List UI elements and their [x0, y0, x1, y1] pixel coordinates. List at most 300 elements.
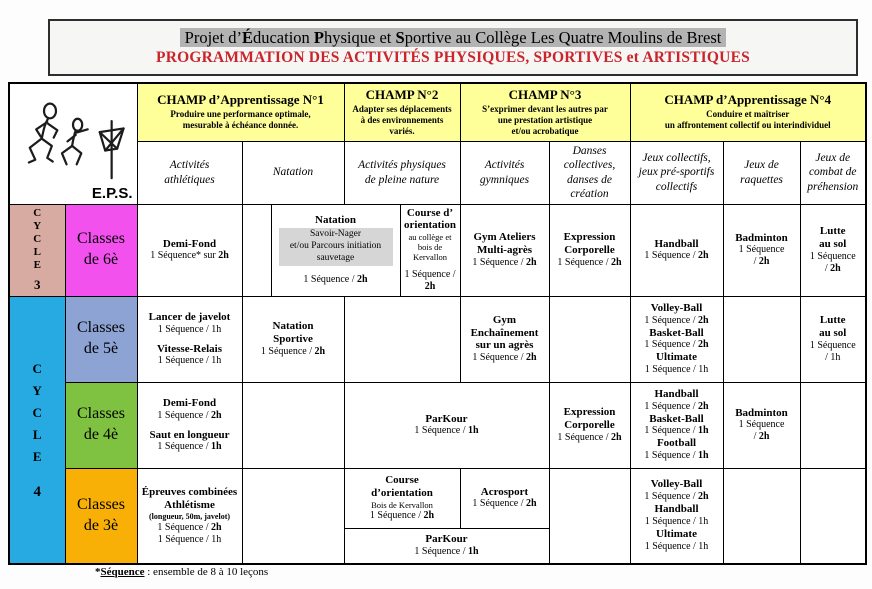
col-header-athletiques	[137, 141, 242, 204]
text-segment: Volley-Ball	[650, 301, 703, 314]
text-segment: hysique et	[324, 28, 396, 48]
activity-name	[633, 351, 721, 364]
cell-3e-acrosport	[460, 468, 549, 528]
activity-name	[140, 499, 240, 512]
text-segment: Basket-Ball	[649, 412, 704, 425]
text-segment: 1 Séquence /	[472, 352, 527, 364]
document-subtitle: PROGRAMMATION DES ACTIVITÉS PHYSIQUES, SPORTIVES et ARTISTIQUES	[156, 48, 750, 66]
activity-name	[726, 232, 798, 245]
activity-category-label: création	[570, 187, 609, 200]
sequence-footnote	[95, 566, 268, 578]
activity-category-label: danses de	[566, 173, 613, 186]
text-segment: Natation	[315, 214, 356, 227]
text-segment: 1 Séquence /	[404, 269, 456, 281]
sequence-detail	[403, 281, 458, 293]
text-segment: 1 Séquence / 1h	[644, 364, 709, 376]
text-segment: ducation	[252, 28, 314, 48]
activity-name	[803, 327, 864, 340]
sequence-detail	[347, 546, 547, 558]
champ-3-header	[460, 83, 630, 141]
text-segment: 1 Séquence /	[644, 314, 699, 326]
activity-category-label: Activités physiques	[358, 159, 446, 172]
text-segment: ParKour	[425, 533, 468, 546]
activity-name	[274, 214, 398, 227]
activity-name	[633, 327, 721, 340]
cell-5e-danses-empty	[549, 296, 630, 382]
text-segment: 1 Séquence	[809, 339, 856, 351]
text-segment: 1h	[211, 441, 222, 453]
activity-name	[552, 419, 628, 432]
champ-2-header	[344, 83, 460, 141]
text-segment: 1 Séquence /	[260, 345, 315, 357]
activity-category-label: jeux pré-sportifs	[638, 166, 715, 179]
text-segment: Gym	[492, 313, 517, 326]
sequence-detail	[552, 257, 628, 269]
activity-name	[803, 225, 864, 238]
document-title	[180, 28, 727, 48]
cell-3e-natation-empty	[242, 468, 344, 564]
activity-category-label: Activités	[484, 159, 525, 172]
activity-category-label: de pleine nature	[364, 173, 440, 186]
activity-category-label: raquettes	[740, 173, 783, 186]
text-segment: /	[753, 256, 759, 268]
activity-name	[140, 486, 240, 499]
text-segment: Basket-Ball	[649, 326, 704, 339]
text-segment: 1 Séquence /	[644, 250, 699, 262]
text-segment: Ultimate	[656, 528, 697, 541]
sequence-detail	[140, 441, 240, 453]
text-segment: Corporelle	[564, 419, 615, 431]
sequence-detail	[726, 244, 798, 256]
champ-title: CHAMP d’Apprentissage N°1	[157, 92, 324, 108]
sequence-detail	[803, 352, 864, 364]
text-segment: portive au Collège Les Quatre Moulins de Brest	[404, 28, 722, 48]
text-segment: Vitesse-Relais	[157, 342, 222, 355]
activity-name	[403, 219, 458, 232]
text-segment: 1 Séquence /	[644, 425, 699, 437]
cell-4e-jeux-collectifs	[630, 382, 723, 468]
cell-3e-combat-empty	[800, 468, 866, 564]
text-segment: 2h	[758, 256, 770, 268]
sequence-detail	[726, 431, 798, 443]
activity-category-label: Danses	[572, 144, 607, 157]
text-segment: Expression	[563, 231, 616, 244]
text-segment: orientation	[404, 219, 456, 232]
text-segment: 1 Séquence	[738, 419, 785, 431]
activity-name	[140, 311, 240, 324]
text-segment: 1 Séquence /	[644, 450, 699, 462]
text-segment: 1 Séquence	[809, 250, 856, 262]
text-segment: 2h	[218, 250, 229, 262]
text-segment: 1h	[468, 425, 479, 437]
text-segment: /	[824, 262, 831, 274]
text-segment: 1 Séquence /	[369, 509, 424, 521]
text-segment: Volley-Ball	[650, 478, 703, 491]
text-segment: *	[95, 566, 101, 578]
text-segment: 1 Séquence	[738, 244, 785, 256]
text-segment: Bois de Kervallon	[371, 499, 433, 510]
classes-label-line: Classes	[77, 405, 125, 423]
text-segment: Handball	[654, 237, 699, 250]
spacer	[140, 422, 240, 429]
text-segment: 2h	[314, 345, 326, 357]
location-note	[403, 242, 458, 252]
cell-5e-pleine-nature-empty	[344, 296, 460, 382]
activity-name	[140, 429, 240, 442]
events-note	[140, 512, 240, 522]
text-segment: 2h	[424, 281, 436, 293]
text-segment: 2h	[830, 262, 841, 274]
cell-4e-expression-corporelle	[549, 382, 630, 468]
text-segment: 1 Séquence / 1h	[644, 541, 709, 553]
cell-6e-natation	[271, 204, 400, 296]
text-segment: 2h	[698, 314, 709, 326]
spacer	[403, 262, 458, 269]
activity-name	[245, 333, 342, 346]
text-segment: 2h	[211, 521, 222, 533]
text-segment: 1 Séquence /	[472, 256, 527, 268]
sequence-detail	[403, 269, 458, 281]
sequence-detail	[140, 410, 240, 422]
cycle-number: 3	[34, 277, 41, 292]
cell-4e-natation-empty	[242, 382, 344, 468]
sequence-detail	[633, 491, 721, 503]
text-segment: Badminton	[735, 406, 788, 419]
text-segment: 1 Séquence /	[157, 409, 212, 421]
text-segment: P	[313, 28, 325, 48]
text-segment: 2h	[423, 509, 435, 521]
activity-name	[552, 231, 628, 244]
activity-category-label: Activités	[169, 159, 210, 172]
sequence-detail	[140, 250, 240, 262]
text-segment: 1 Séquence /	[472, 498, 527, 510]
text-segment: Badminton	[735, 231, 788, 244]
text-segment: 1 Séquence /	[414, 546, 469, 558]
text-segment: Expression	[563, 406, 616, 419]
text-segment: 1 Séquence /	[303, 273, 358, 285]
eps-label: E.P.S.	[91, 184, 133, 202]
activity-category-label: préhension	[807, 180, 859, 193]
text-segment: Athlétisme	[164, 498, 215, 511]
cell-4e-badminton	[723, 382, 800, 468]
spacer	[274, 267, 398, 274]
activity-name	[347, 474, 458, 487]
activity-name	[463, 244, 547, 257]
activity-name	[463, 314, 547, 327]
text-segment: 2h	[611, 431, 622, 443]
text-segment: (longueur, 50m, javelot)	[148, 511, 231, 521]
text-segment: Corporelle	[564, 244, 615, 256]
activity-name	[633, 528, 721, 541]
spacer	[140, 336, 240, 343]
location-note	[347, 500, 458, 510]
sequence-detail	[726, 256, 798, 268]
activity-name	[633, 413, 721, 426]
champ-title: CHAMP N°3	[508, 87, 582, 103]
eps-logo-cell	[9, 83, 137, 204]
text-segment: Lancer	[148, 310, 185, 323]
sequence-detail	[552, 432, 628, 444]
sequence-detail	[140, 324, 240, 336]
text-segment: 1 Séquence /	[557, 431, 612, 443]
classes-label-line: Classes	[77, 495, 125, 513]
cell-3e-danses-empty	[549, 468, 630, 564]
table-row	[9, 296, 866, 382]
classes-4e-cell	[65, 382, 137, 468]
text-segment: 2h	[758, 431, 770, 443]
activity-name	[140, 397, 240, 410]
sequence-detail	[463, 498, 547, 510]
text-segment: Handball	[654, 387, 699, 400]
text-segment: 2h	[698, 491, 709, 503]
activity-name	[633, 302, 721, 315]
cycle-4-cell	[9, 296, 65, 564]
cell-6e-lutte	[800, 204, 866, 296]
cell-6e-athletiques	[137, 204, 242, 296]
text-segment: S	[395, 28, 405, 48]
cell-6e-natation-spacer	[242, 204, 271, 296]
text-segment: 1 Séquence* sur	[150, 250, 219, 262]
text-segment: sur un agrès	[475, 339, 534, 352]
sequence-detail	[274, 274, 398, 286]
cell-6e-expression-corporelle	[549, 204, 630, 296]
savoir-nager-note-block: Savoir-Nager et/ou Parcours initiation sauvetage	[279, 228, 393, 266]
table-row	[9, 204, 866, 296]
sequence-detail	[463, 257, 547, 269]
text-segment: 1h	[698, 425, 709, 437]
sequence-detail	[633, 339, 721, 351]
text-segment: bois de	[417, 242, 443, 253]
champ-subtitle: Conduire et maîtriser un affrontement collectif ou interindividuel	[664, 109, 831, 131]
sequence-detail	[633, 516, 721, 528]
text-segment: ParKour	[425, 412, 468, 425]
text-segment: 2h	[698, 339, 709, 351]
text-segment: 2h	[526, 352, 537, 364]
title-box	[48, 19, 858, 76]
cell-3e-athletiques	[137, 468, 242, 564]
cycle-label: C Y C L E 4	[32, 361, 42, 501]
programmation-table	[8, 82, 867, 565]
sequence-detail	[633, 401, 721, 413]
sequence-detail	[633, 450, 721, 462]
activity-name	[463, 327, 547, 340]
text-segment: 2h	[698, 400, 709, 412]
cell-3e-parkour	[344, 528, 549, 564]
sequence-detail	[803, 340, 864, 352]
activity-category-label: Natation	[272, 166, 314, 179]
activity-name	[403, 207, 458, 220]
activity-name	[347, 413, 547, 426]
text-segment: Handball	[654, 503, 699, 516]
cell-6e-gym-ateliers	[460, 204, 549, 296]
sequence-detail	[140, 522, 240, 534]
text-segment: Football	[656, 437, 697, 450]
cell-3e-jeux-collectifs	[630, 468, 723, 564]
activity-name	[245, 320, 342, 333]
text-segment: Ultimate	[656, 351, 697, 364]
activity-name	[803, 238, 864, 251]
champ-title: CHAMP N°2	[365, 87, 439, 103]
text-segment: 1 Séquence /	[644, 339, 699, 351]
activity-category-label: Jeux collectifs,	[642, 151, 711, 164]
champ-4-header	[630, 83, 866, 141]
text-segment: Sportive	[273, 333, 313, 345]
activity-name	[633, 503, 721, 516]
location-note	[403, 252, 458, 262]
sequence-detail	[347, 425, 547, 437]
document-title-text	[180, 28, 727, 47]
cycle-label: C Y C L E 3	[33, 207, 42, 292]
text-segment: Course	[385, 474, 419, 487]
champ-subtitle: Produire une performance optimale, mesurable à échéance donnée.	[170, 109, 311, 131]
text-segment: É	[241, 28, 253, 48]
cell-3e-raquettes-empty	[723, 468, 800, 564]
activity-name	[726, 407, 798, 420]
text-segment: Natation	[272, 320, 314, 333]
running-figures-sketch	[14, 99, 132, 191]
activity-name	[552, 244, 628, 257]
text-segment: 2h	[526, 256, 537, 268]
text-segment: Enchaînement	[470, 326, 539, 339]
activity-name	[140, 343, 240, 356]
col-header-danses	[549, 141, 630, 204]
cell-5e-lutte	[800, 296, 866, 382]
activity-name	[633, 437, 721, 450]
text-segment: Lutte	[819, 314, 846, 327]
classes-3e-cell	[65, 468, 137, 564]
cell-5e-gym-enchainement	[460, 296, 549, 382]
text-segment: javelot	[198, 310, 231, 323]
classes-label-line: de 6è	[83, 251, 119, 268]
text-segment: 2h	[526, 498, 537, 510]
sequence-detail	[633, 425, 721, 437]
col-header-combat	[800, 141, 866, 204]
text-segment: d’orientation	[371, 486, 433, 499]
cell-5e-raquettes-empty	[723, 296, 800, 382]
text-segment: : ensemble de 8 à 10 leçons	[144, 566, 269, 578]
champ-1-header	[137, 83, 344, 141]
activity-name	[347, 487, 458, 500]
text-segment: Gym Ateliers	[473, 231, 536, 244]
activity-category-label: combat de	[808, 166, 857, 179]
sequence-detail	[633, 364, 721, 376]
sequence-detail	[633, 250, 721, 262]
text-segment: 1 Séquence /	[157, 521, 212, 533]
text-segment: 1 Séquence / 1h	[157, 355, 222, 367]
classes-label-line: de 4è	[83, 426, 119, 443]
text-segment: Multi-agrès	[477, 244, 532, 256]
activity-name	[552, 406, 628, 419]
activity-name	[803, 314, 864, 327]
classes-6e-cell	[65, 204, 137, 296]
champ-subtitle: Adapter ses déplacements à des environnements variés.	[352, 104, 452, 136]
text-segment: Acrosport	[480, 485, 529, 498]
text-segment: Saut en longueur	[149, 428, 230, 441]
text-segment: 1 Séquence / 1h	[644, 516, 709, 528]
cell-6e-badminton	[723, 204, 800, 296]
text-segment: 1 Séquence /	[644, 400, 699, 412]
sequence-detail	[463, 352, 547, 364]
activity-name	[633, 478, 721, 491]
table-row	[9, 382, 866, 468]
activity-name	[633, 388, 721, 401]
champ-title: CHAMP d’Apprentissage N°4	[664, 92, 832, 108]
col-header-gymniques	[460, 141, 549, 204]
col-header-jeux-collectifs	[630, 141, 723, 204]
cell-5e-natation-sportive	[242, 296, 344, 382]
text-segment: Projet d’	[184, 28, 242, 48]
cell-4e-combat-empty	[800, 382, 866, 468]
text-segment: 1 Séquence /	[414, 425, 469, 437]
sequence-detail	[803, 263, 864, 275]
text-segment: au sol	[819, 327, 847, 339]
sequence-detail	[347, 510, 458, 522]
text-segment: 2h	[611, 256, 622, 268]
sequence-detail	[140, 355, 240, 367]
classes-label-line: Classes	[77, 230, 125, 248]
text-segment: 2h	[211, 409, 222, 421]
text-segment: Demi-Fond	[162, 396, 217, 409]
text-segment: 2h	[698, 250, 709, 262]
sequence-detail	[633, 541, 721, 553]
cell-6e-handball	[630, 204, 723, 296]
classes-5e-cell	[65, 296, 137, 382]
classes-label-line: de 3è	[83, 516, 119, 534]
text-segment: Séquence	[100, 566, 145, 578]
text-segment: Course d’	[406, 206, 454, 219]
text-segment: / 1h	[825, 351, 841, 363]
col-header-natation	[242, 141, 344, 204]
text-segment: 1h	[698, 450, 709, 462]
text-segment: de	[184, 310, 199, 323]
text-segment: au sol	[819, 238, 847, 250]
activity-category-label: collectives,	[563, 159, 616, 172]
champ-subtitle: S’exprimer devant les autres par une prestation artistique et/ou acrobatique	[482, 104, 608, 136]
cycle-number: 4	[33, 484, 41, 501]
sequence-detail	[245, 346, 342, 358]
text-segment: 2h	[357, 273, 368, 285]
classes-label-line: Classes	[77, 319, 125, 337]
activity-name	[140, 238, 240, 251]
table-row	[9, 141, 866, 204]
cell-4e-parkour	[344, 382, 549, 468]
text-segment: 1 Séquence /	[557, 256, 612, 268]
text-segment: 1 Séquence /	[644, 491, 699, 503]
activity-name	[463, 231, 547, 244]
text-segment: 1 Séquence / 1h	[157, 323, 222, 335]
col-header-pleine-nature	[344, 141, 460, 204]
activity-name	[633, 238, 721, 251]
table-row	[9, 83, 866, 141]
activity-category-label: athlétiques	[164, 173, 215, 186]
text-segment: Kervallon	[413, 252, 447, 263]
sequence-detail	[633, 315, 721, 327]
sequence-detail	[726, 419, 798, 431]
sequence-detail	[803, 251, 864, 263]
text-segment: 1h	[468, 546, 479, 558]
text-segment: 1 Séquence /	[157, 441, 212, 453]
table-row	[9, 468, 866, 528]
text-segment: au collège et	[408, 232, 452, 243]
cell-5e-jeux-collectifs	[630, 296, 723, 382]
location-note	[403, 232, 458, 242]
activity-name	[463, 339, 547, 352]
text-segment: Épreuves combinées	[141, 485, 238, 498]
text-segment: /	[753, 431, 759, 443]
sequence-detail	[140, 534, 240, 546]
cell-4e-athletiques	[137, 382, 242, 468]
activity-category-label: gymniques	[479, 173, 530, 186]
